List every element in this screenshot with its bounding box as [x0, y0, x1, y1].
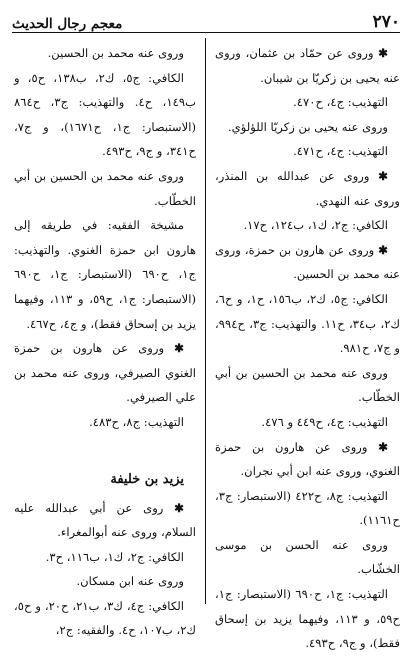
page-number: ٢٧٠: [372, 12, 400, 32]
paragraph: [215, 90, 400, 115]
paragraph: [14, 336, 196, 410]
paragraph-text: الكافي: ج٥، ك٢، ب١٣٨، ح٥، و ب١٤٩، ح٤. والتهذيب: ج٣، ح٨٦٤ (الاستبصار: ج١، ح١٦٧١)، و ج٧، ح٣٤١، و ج٩، ح٤٩٣.: [14, 70, 197, 159]
running-title: معجم رجال الحديث: [12, 15, 123, 32]
paragraph-text: روى عن أبي عبدالله عليه السلام، وروى عنه أبوالمغراء.: [14, 500, 196, 540]
paragraph: [215, 484, 400, 533]
paragraph-text: وروى عنه الحسن بن موسى الخشّاب.: [215, 537, 400, 577]
paragraph: [215, 213, 400, 238]
paragraph-text: وروى عن عبدالله بن المنذر، وروى عنه النهدي.: [215, 168, 400, 208]
left-column-paragraphs: [14, 41, 196, 435]
paragraph-text: التهذيب: ج١، ح٦٩٠ (الاستبصار: ج١، ح٥٩، و ١١٣، وفيهما يزيد بن إسحاق فقط)، و ج٩، ح٤٩٣.: [215, 587, 401, 651]
right-column: [215, 41, 400, 656]
paragraph-text: وروى عن هارون بن حمزة الغنوي الصيرفي، وروى عنه محمد بن علي الصيرفي.: [14, 341, 196, 405]
paragraph: [215, 139, 400, 164]
paragraph: [215, 41, 400, 90]
column-divider: [205, 38, 206, 604]
paragraph: [14, 569, 196, 594]
paragraph-text: التهذيب: ج٤، ح٤٤٩ و ٤٧٦.: [261, 414, 388, 429]
paragraph-text: التهذيب: ج٨، ح٤٢٢ (الاستبصار: ج٣، ح١١٦١).: [215, 488, 400, 528]
paragraph: [215, 287, 400, 361]
paragraph: [14, 41, 196, 66]
paragraph-text: وروى عنه محمد بن الحسين بن أبي الخطّاب.: [215, 365, 400, 405]
paragraph-text: وروى عنه ابن مسكان.: [76, 574, 184, 589]
paragraph: [14, 164, 196, 213]
paragraph: [215, 238, 400, 287]
paragraph: [215, 115, 400, 140]
paragraph-text: مشيخة الفقيه: في طريقه إلى هارون ابن حمزة الغنوي. والتهذيب: ج١، ح٦٩٠ (الاستبصار: ج١، ح٦٩٠ (الاستبصار: ج١، ح٥٩، و ١١٣، وفيهما يزيد بن إسحاق فقط)، و ج٤، ح٤٦٧.: [14, 218, 197, 331]
paragraph: [215, 164, 400, 213]
page-header: [12, 5, 400, 31]
paragraph: [14, 545, 196, 570]
paragraph-text: وروى عن حمّاد بن عثمان، وروى عنه يحيى بن زكريّا بن شيبان.: [215, 46, 400, 85]
paragraph-text: التهذيب: ج٤، ح٤٧١.: [293, 144, 388, 159]
entry-paragraphs: [14, 496, 196, 644]
asterisk-marker: ✱: [174, 341, 185, 356]
paragraph-text: وروى عنه يحيى بن زكريّا اللؤلؤي.: [228, 119, 388, 134]
left-column: [14, 41, 196, 643]
header-rule: [12, 32, 400, 33]
paragraph: [14, 496, 196, 545]
paragraph: [215, 361, 400, 410]
paragraph-text: وروى عنه محمد بن الحسين.: [47, 46, 184, 60]
paragraph-text: التهذيب: ج٤، ح٤٧٠.: [293, 95, 388, 110]
paragraph-text: الكافي: ج٥، ك٢، ب١٥٦، ح١، و ح٦، ك٢، ب٣٤، ح١١. والتهذيب: ج٣، ح٩٩٤، و ج٧، ح٩٨١.: [215, 291, 400, 356]
paragraph-text: التهذيب: ج٨، ح٤٨٣.: [89, 414, 184, 429]
paragraph-text: الكافي: ج٤، ك٣، ب٢١، ح٢٠، و ح٥، ك٢، ب١٠٧، ح٤. والفقيه: ج٢،: [14, 598, 196, 638]
paragraph: [14, 594, 196, 643]
paragraph-text: الكافي: ج٢، ك١، ب١٢٤، ح١٧.: [243, 218, 388, 233]
paragraph: [14, 213, 196, 336]
paragraph: [215, 410, 400, 435]
paragraph-text: وروى عنه محمد بن الحسين بن أبي الخطّاب.: [14, 168, 196, 208]
asterisk-marker: ✱: [378, 439, 389, 454]
paragraph-text: الكافي: ج٢، ك١، ب١١٦، ح٣.: [45, 549, 184, 564]
paragraph: [14, 66, 196, 164]
paragraph: [14, 410, 196, 435]
paragraph: [215, 582, 400, 656]
paragraph-text: وروى عن هارون بن حمزة الغنوي، وروى عنه ابن أبي نجران.: [215, 439, 400, 479]
paragraph: [215, 533, 400, 582]
paragraph: [215, 435, 400, 484]
entry-title: يزيد بن خليفة: [110, 471, 184, 487]
asterisk-marker: ✱: [378, 242, 389, 257]
asterisk-marker: ✱: [378, 168, 389, 183]
asterisk-marker: ✱: [174, 500, 184, 515]
paragraph-text: وروى عن هارون بن حمزة، وروى عنه محمد بن الحسين.: [215, 242, 400, 282]
asterisk-marker: ✱: [378, 46, 389, 60]
